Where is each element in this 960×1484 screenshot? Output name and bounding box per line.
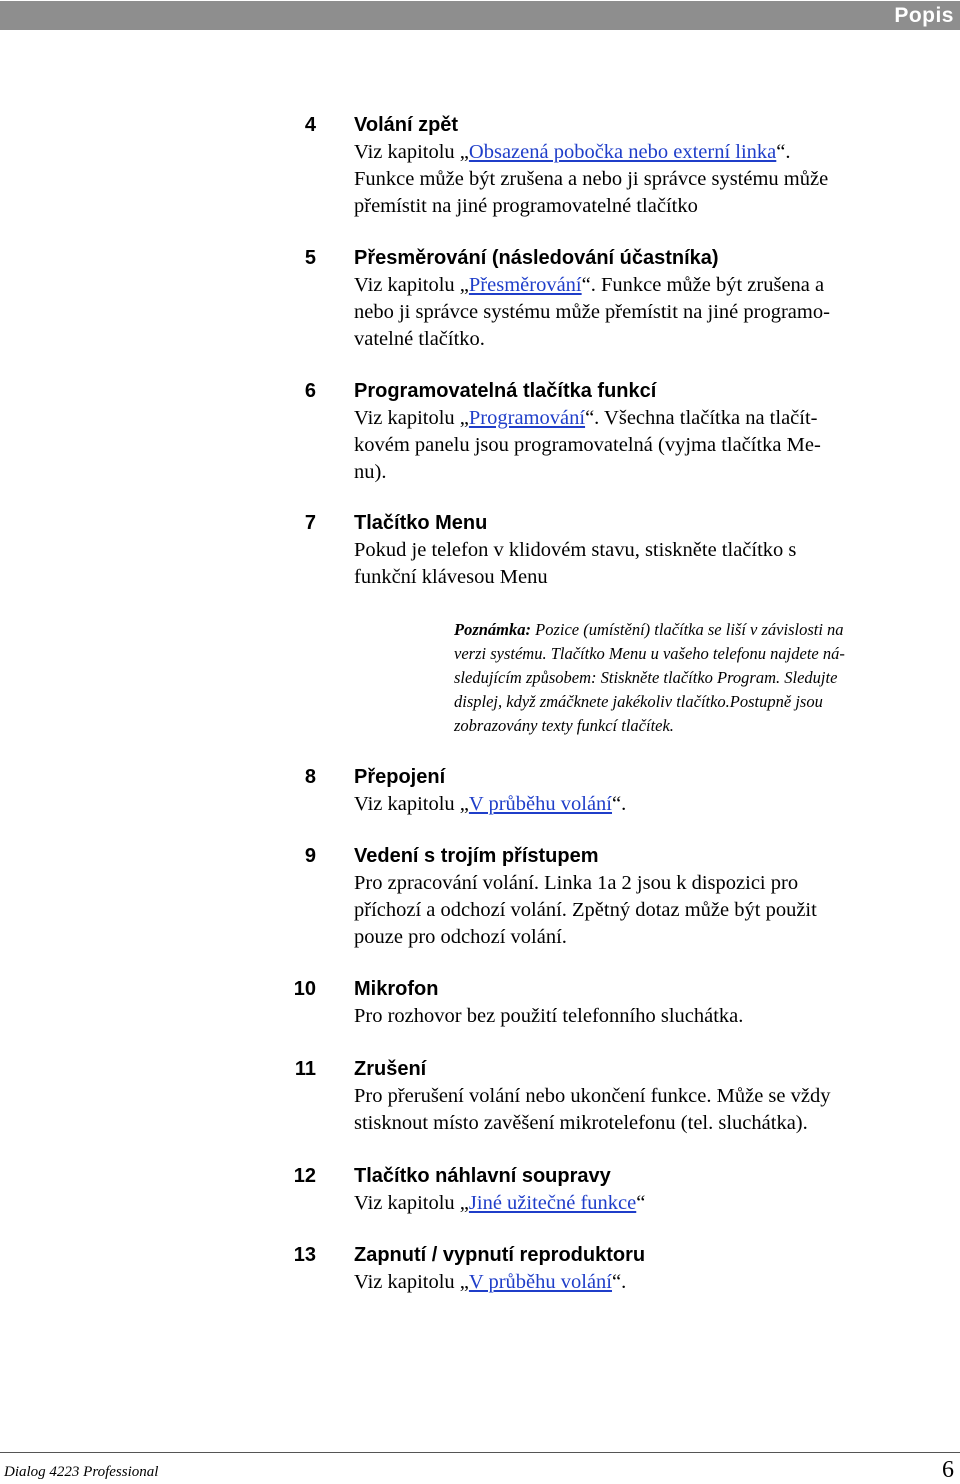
chapter-link[interactable]: V průběhu volání bbox=[468, 793, 613, 815]
item-line: Viz kapitolu „Obsazená pobočka nebo externí linka“. bbox=[354, 141, 791, 163]
item-line: přemístit na jiné programovatelné tlačítko bbox=[354, 195, 698, 217]
item-title: Programovatelná tlačítka funkcí bbox=[354, 380, 657, 402]
item-number: 13 bbox=[293, 1244, 316, 1266]
item-title: Tlačítko Menu bbox=[354, 512, 488, 534]
item-number: 9 bbox=[304, 845, 316, 867]
item-number: 5 bbox=[304, 247, 316, 269]
note-line: Poznámka: Pozice (umístění) tlačítka se liší v závislosti na bbox=[454, 620, 844, 639]
page-number: 6 bbox=[942, 1457, 954, 1483]
item-title: Volání zpět bbox=[354, 114, 459, 136]
item-number: 10 bbox=[293, 978, 316, 1000]
item-line: Pro rozhovor bez použití telefonního sluchátka. bbox=[354, 1005, 744, 1027]
item-title: Přesměrování (následování účastníka) bbox=[354, 247, 719, 269]
item-line: Viz kapitolu „V průběhu volání“. bbox=[354, 793, 627, 815]
item-line: Pro zpracování volání. Linka 1a 2 jsou k dispozici pro bbox=[354, 872, 799, 894]
item-number: 8 bbox=[304, 766, 316, 788]
chapter-link[interactable]: Jiné užitečné funkce bbox=[468, 1192, 637, 1214]
section-title: Popis bbox=[894, 4, 954, 27]
item-title: Zrušení bbox=[354, 1058, 427, 1080]
item-number: 11 bbox=[294, 1058, 316, 1080]
item-number: 7 bbox=[304, 512, 316, 534]
item-line: vatelné tlačítko. bbox=[354, 328, 485, 350]
note-line: displej, když zmáčknete jakékoliv tlačítko.Postupně jsou bbox=[454, 692, 823, 711]
chapter-link[interactable]: V průběhu volání bbox=[468, 1271, 613, 1293]
item-line: Funkce může být zrušena a nebo ji správce systému může bbox=[354, 168, 829, 190]
note-line: sledujícím způsobem: Stiskněte tlačítko Program. Sledujte bbox=[454, 668, 838, 687]
footer-product-name: Dialog 4223 Professional bbox=[4, 1464, 159, 1480]
item-line: kovém panelu jsou programovatelná (vyjma tlačítka Me- bbox=[354, 434, 821, 456]
chapter-link[interactable]: Programování bbox=[468, 407, 586, 429]
item-line: příchozí a odchozí volání. Zpětný dotaz může být použit bbox=[354, 899, 817, 921]
item-line: Viz kapitolu „V průběhu volání“. bbox=[354, 1271, 627, 1293]
item-line: Pokud je telefon v klidovém stavu, stiskněte tlačítko s bbox=[354, 539, 797, 561]
chapter-link[interactable]: Obsazená pobočka nebo externí linka bbox=[468, 141, 777, 163]
note-line: zobrazovány texty funkcí tlačítek. bbox=[454, 716, 674, 735]
item-title: Mikrofon bbox=[354, 978, 439, 1000]
item-title: Vedení s trojím přístupem bbox=[354, 845, 599, 867]
item-line: nu). bbox=[354, 461, 387, 483]
item-line: pouze pro odchozí volání. bbox=[354, 926, 567, 948]
item-line: Viz kapitolu „Přesměrování“. Funkce může být zrušena a bbox=[354, 274, 825, 296]
item-title: Zapnutí / vypnutí reproduktoru bbox=[354, 1244, 646, 1266]
item-title: Tlačítko náhlavní soupravy bbox=[354, 1165, 611, 1187]
item-line: Pro přerušení volání nebo ukončení funkce. Může se vždy bbox=[354, 1085, 831, 1107]
item-line: nebo ji správce systému může přemístit na jiné programo- bbox=[354, 301, 830, 323]
note-label: Poznámka: bbox=[454, 620, 532, 639]
item-number: 6 bbox=[304, 380, 316, 402]
item-line: funkční klávesou Menu bbox=[354, 566, 548, 588]
item-line: Viz kapitolu „Jiné užitečné funkce“ bbox=[354, 1192, 646, 1214]
header-bar bbox=[0, 1, 960, 30]
item-line: stisknout místo zavěšení mikrotelefonu (tel. sluchátka). bbox=[354, 1112, 808, 1134]
chapter-link[interactable]: Přesměrování bbox=[468, 274, 582, 296]
item-line: Viz kapitolu „Programování“. Všechna tlačítka na tlačít- bbox=[354, 407, 818, 429]
note-line: verzi systému. Tlačítko Menu u vašeho telefonu najdete ná- bbox=[454, 644, 845, 663]
item-number: 4 bbox=[304, 114, 316, 136]
item-number: 12 bbox=[293, 1165, 316, 1187]
footer-divider bbox=[0, 1452, 960, 1453]
item-title: Přepojení bbox=[354, 766, 446, 788]
